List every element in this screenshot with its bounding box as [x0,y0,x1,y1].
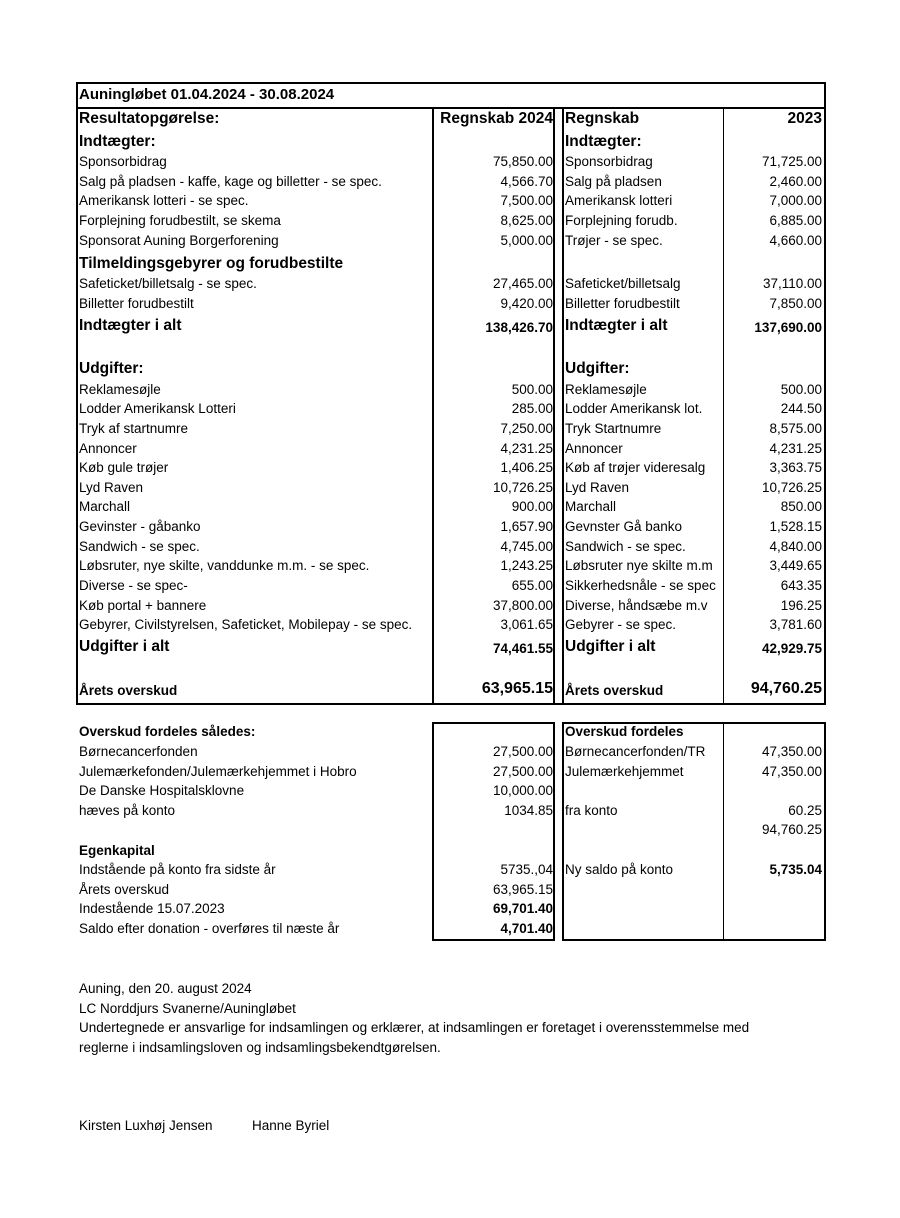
equity-row [0,899,900,919]
distribution-row [0,762,900,782]
value-2024: 3,061.65 [500,617,553,632]
value-2023: 500.00 [780,382,822,397]
row-label: Salg på pladsen - kaffe, kage og billetter - se spec. [79,174,382,189]
value-2023: 850.00 [780,499,822,514]
value-2023: 37,110.00 [762,276,822,291]
value-2024: 27,465.00 [492,276,553,291]
signer-1: Kirsten Luxhøj Jensen [79,1118,213,1133]
signer-2: Hanne Byriel [252,1118,330,1133]
value-2024: 27,500.00 [492,744,553,759]
distribution-row [0,801,900,821]
equity-row [0,880,900,900]
row-label-2023: Lyd Raven [565,480,630,495]
row-label: Gebyrer, Civilstyrelsen, Safeticket, Mobilepay - se spec. [79,617,413,632]
expense-row [0,497,900,517]
value-2024: 1034.85 [504,803,553,818]
registration-row [0,274,900,294]
row-label: Annoncer [79,441,137,456]
value-2023: 60.25 [788,803,822,818]
row-label-2023: fra konto [565,803,618,818]
expense-total-2023: 42,929.75 [761,641,822,656]
row-label-2023: Ny saldo på konto [565,862,674,877]
row-label: De Danske Hospitalsklovne [79,783,245,798]
income-heading: Indtægter: [79,133,156,150]
equity-heading-row [0,841,900,861]
value-2024: 7,250.00 [500,421,553,436]
row-label-2023: Gevnster Gå banko [565,519,683,534]
row-label: Lyd Raven [79,480,144,495]
surplus-label: Årets overskud [79,683,178,698]
income-total-2023: 137,690.00 [754,320,822,335]
column-header-row [0,109,900,129]
expense-total-label: Udgifter i alt [79,638,170,655]
surplus-2023: 94,760.25 [750,680,822,697]
expense-total-label-2023: Udgifter i alt [565,638,656,655]
row-label-2023: Diverse, håndsæbe m.v [565,598,708,613]
value-2023: 3,449.65 [769,558,822,573]
equity-row [0,860,900,880]
row-label: Lodder Amerikansk Lotteri [79,401,236,416]
distribution-heading: Overskud fordeles således: [79,724,256,739]
row-label-2023: Børnecancerfonden/TR [565,744,706,759]
row-label: Diverse - se spec- [79,578,188,593]
expense-row [0,380,900,400]
row-label-2023: Amerikansk lotteri [565,193,673,208]
value-2023: 6,885.00 [769,213,822,228]
value-2023: 244.50 [780,401,822,416]
row-label: Safeticket/billetsalg - se spec. [79,276,257,291]
expense-row [0,419,900,439]
result-statement-label: Resultatopgørelse: [79,110,220,127]
expense-row [0,478,900,498]
row-label: Børnecancerfonden [79,744,198,759]
row-label-2023: Reklamesøjle [565,382,647,397]
row-label-2023: Annoncer [565,441,623,456]
row-label: Julemærkefonden/Julemærkehjemmet i Hobro [79,764,357,779]
row-label: Sandwich - se spec. [79,539,200,554]
value-2023: 8,575.00 [769,421,822,436]
value-2023: 7,000.00 [769,193,822,208]
statement-line-2: reglerne i indsamlingsloven og indsamlingsbekendtgørelsen. [79,1040,441,1055]
value-2023: 4,231.25 [769,441,822,456]
expense-row [0,439,900,459]
column-header-2023-label: Regnskab [565,110,640,127]
distribution-row [0,781,900,801]
value-2024: 4,745.00 [500,539,553,554]
value-2024: 1,657.90 [500,519,553,534]
income-row [0,211,900,231]
distribution-heading-2023: Overskud fordeles [565,724,684,739]
distribution-heading-row [0,722,900,742]
registration-heading-row [0,254,900,274]
income-row [0,152,900,172]
value-2023: 5,735.04 [769,862,822,877]
income-row [0,172,900,192]
value-2024: 37,800.00 [492,598,553,613]
value-2023: 1,528.15 [769,519,822,534]
row-label: Sponsorat Auning Borgerforening [79,233,279,248]
expense-total-row [0,637,900,657]
expense-row [0,596,900,616]
value-2024: 285.00 [511,401,553,416]
value-2023: 3,363.75 [769,460,822,475]
value-2024: 10,000.00 [492,783,553,798]
value-2023: 643.35 [780,578,822,593]
registration-row [0,294,900,314]
income-total-label-2023: Indtægter i alt [565,317,668,334]
equity-heading: Egenkapital [79,843,155,858]
expense-row [0,556,900,576]
expense-row [0,576,900,596]
value-2024: 5,000.00 [500,233,553,248]
value-2024: 10,726.25 [492,480,553,495]
row-label: Løbsruter, nye skilte, vanddunke m.m. - se spec. [79,558,370,573]
value-2023: 47,350.00 [761,744,822,759]
row-label-2023: Lodder Amerikansk lot. [565,401,703,416]
value-2023: 2,460.00 [769,174,822,189]
distribution-row [0,742,900,762]
row-label-2023: Billetter forudbestilt [565,296,680,311]
value-2023: 71,725.00 [761,154,822,169]
row-label-2023: Trøjer - se spec. [565,233,663,248]
row-label-2023: Køb af trøjer videresalg [565,460,706,475]
expense-total-2024: 74,461.55 [492,641,553,656]
column-header-2024: Regnskab 2024 [440,110,553,127]
distribution-subtotal-2023: 94,760.25 [761,822,822,837]
row-label: Saldo efter donation - overføres til næste år [79,921,340,936]
row-label-2023: Marchall [565,499,617,514]
value-2023: 3,781.60 [769,617,822,632]
row-label: Marchall [79,499,131,514]
row-label: Billetter forudbestilt [79,296,194,311]
expense-heading: Udgifter: [79,360,144,377]
row-label: hæves på konto [79,803,176,818]
value-2023: 4,840.00 [769,539,822,554]
value-2023: 4,660.00 [769,233,822,248]
value-2024: 900.00 [511,499,553,514]
statement-line-1: Undertegnede er ansvarlige for indsamlingen og erklærer, at indsamlingen er foretaget i overensstemmelse med [79,1020,750,1035]
row-label-2023: Sandwich - se spec. [565,539,686,554]
value-2024: 8,625.00 [500,213,553,228]
value-2023: 10,726.25 [761,480,822,495]
income-total-label: Indtægter i alt [79,317,182,334]
value-2024: 655.00 [511,578,553,593]
row-label: Tryk af startnumre [79,421,189,436]
value-2024: 1,406.25 [500,460,553,475]
expense-row [0,399,900,419]
value-2024: 4,566.70 [500,174,553,189]
row-label-2023: Safeticket/billetsalg [565,276,681,291]
value-2023: 7,850.00 [769,296,822,311]
row-label-2023: Løbsruter nye skilte m.m [565,558,713,573]
statement-title: Auningløbet 01.04.2024 - 30.08.2024 [79,86,335,103]
value-2024: 4,231.25 [500,441,553,456]
value-2023: 196.25 [780,598,822,613]
expense-heading-2023: Udgifter: [565,360,630,377]
value-2023: 47,350.00 [761,764,822,779]
income-total-row [0,316,900,336]
expense-heading-row [0,359,900,379]
income-heading-row [0,132,900,152]
value-2024: 69,701.40 [492,901,553,916]
income-heading-2023: Indtægter: [565,133,642,150]
value-2024: 75,850.00 [492,154,553,169]
expense-row [0,517,900,537]
column-header-2023-year: 2023 [787,110,822,127]
surplus-label-2023: Årets overskud [565,683,664,698]
income-row [0,231,900,251]
row-label: Amerikansk lotteri - se spec. [79,193,249,208]
row-label-2023: Julemærkehjemmet [565,764,684,779]
organisation: LC Norddjurs Svanerne/Auningløbet [79,1001,296,1016]
row-label-2023: Salg på pladsen [565,174,662,189]
row-label: Sponsorbidrag [79,154,167,169]
row-label: Forplejning forudbestilt, se skema [79,213,281,228]
value-2024: 4,701.40 [500,921,553,936]
surplus-row [0,681,900,701]
distribution-subtotal-row [0,820,900,840]
expense-row [0,458,900,478]
place-date: Auning, den 20. august 2024 [79,981,252,996]
row-label: Køb portal + bannere [79,598,207,613]
row-label-2023: Forplejning forudb. [565,213,678,228]
value-2024: 5735.,04 [500,862,553,877]
value-2024: 7,500.00 [500,193,553,208]
row-label: Reklamesøjle [79,382,161,397]
income-total-2024: 138,426.70 [485,320,553,335]
row-label-2023: Sponsorbidrag [565,154,653,169]
registration-heading: Tilmeldingsgebyrer og forudbestilte [79,255,344,272]
row-label: Indestående 15.07.2023 [79,901,225,916]
expense-row [0,537,900,557]
value-2024: 500.00 [511,382,553,397]
row-label: Indstående på konto fra sidste år [79,862,276,877]
value-2024: 1,243.25 [500,558,553,573]
value-2024: 27,500.00 [492,764,553,779]
surplus-2024: 63,965.15 [481,680,553,697]
value-2024: 63,965.15 [492,882,553,897]
row-label-2023: Sikkerhedsnåle - se spec [565,578,716,593]
row-label: Årets overskud [79,882,170,897]
row-label-2023: Gebyrer - se spec. [565,617,677,632]
income-row [0,191,900,211]
row-label: Køb gule trøjer [79,460,169,475]
value-2024: 9,420.00 [500,296,553,311]
row-label-2023: Tryk Startnumre [565,421,662,436]
equity-row [0,919,900,939]
row-label: Gevinster - gåbanko [79,519,201,534]
expense-row [0,615,900,635]
